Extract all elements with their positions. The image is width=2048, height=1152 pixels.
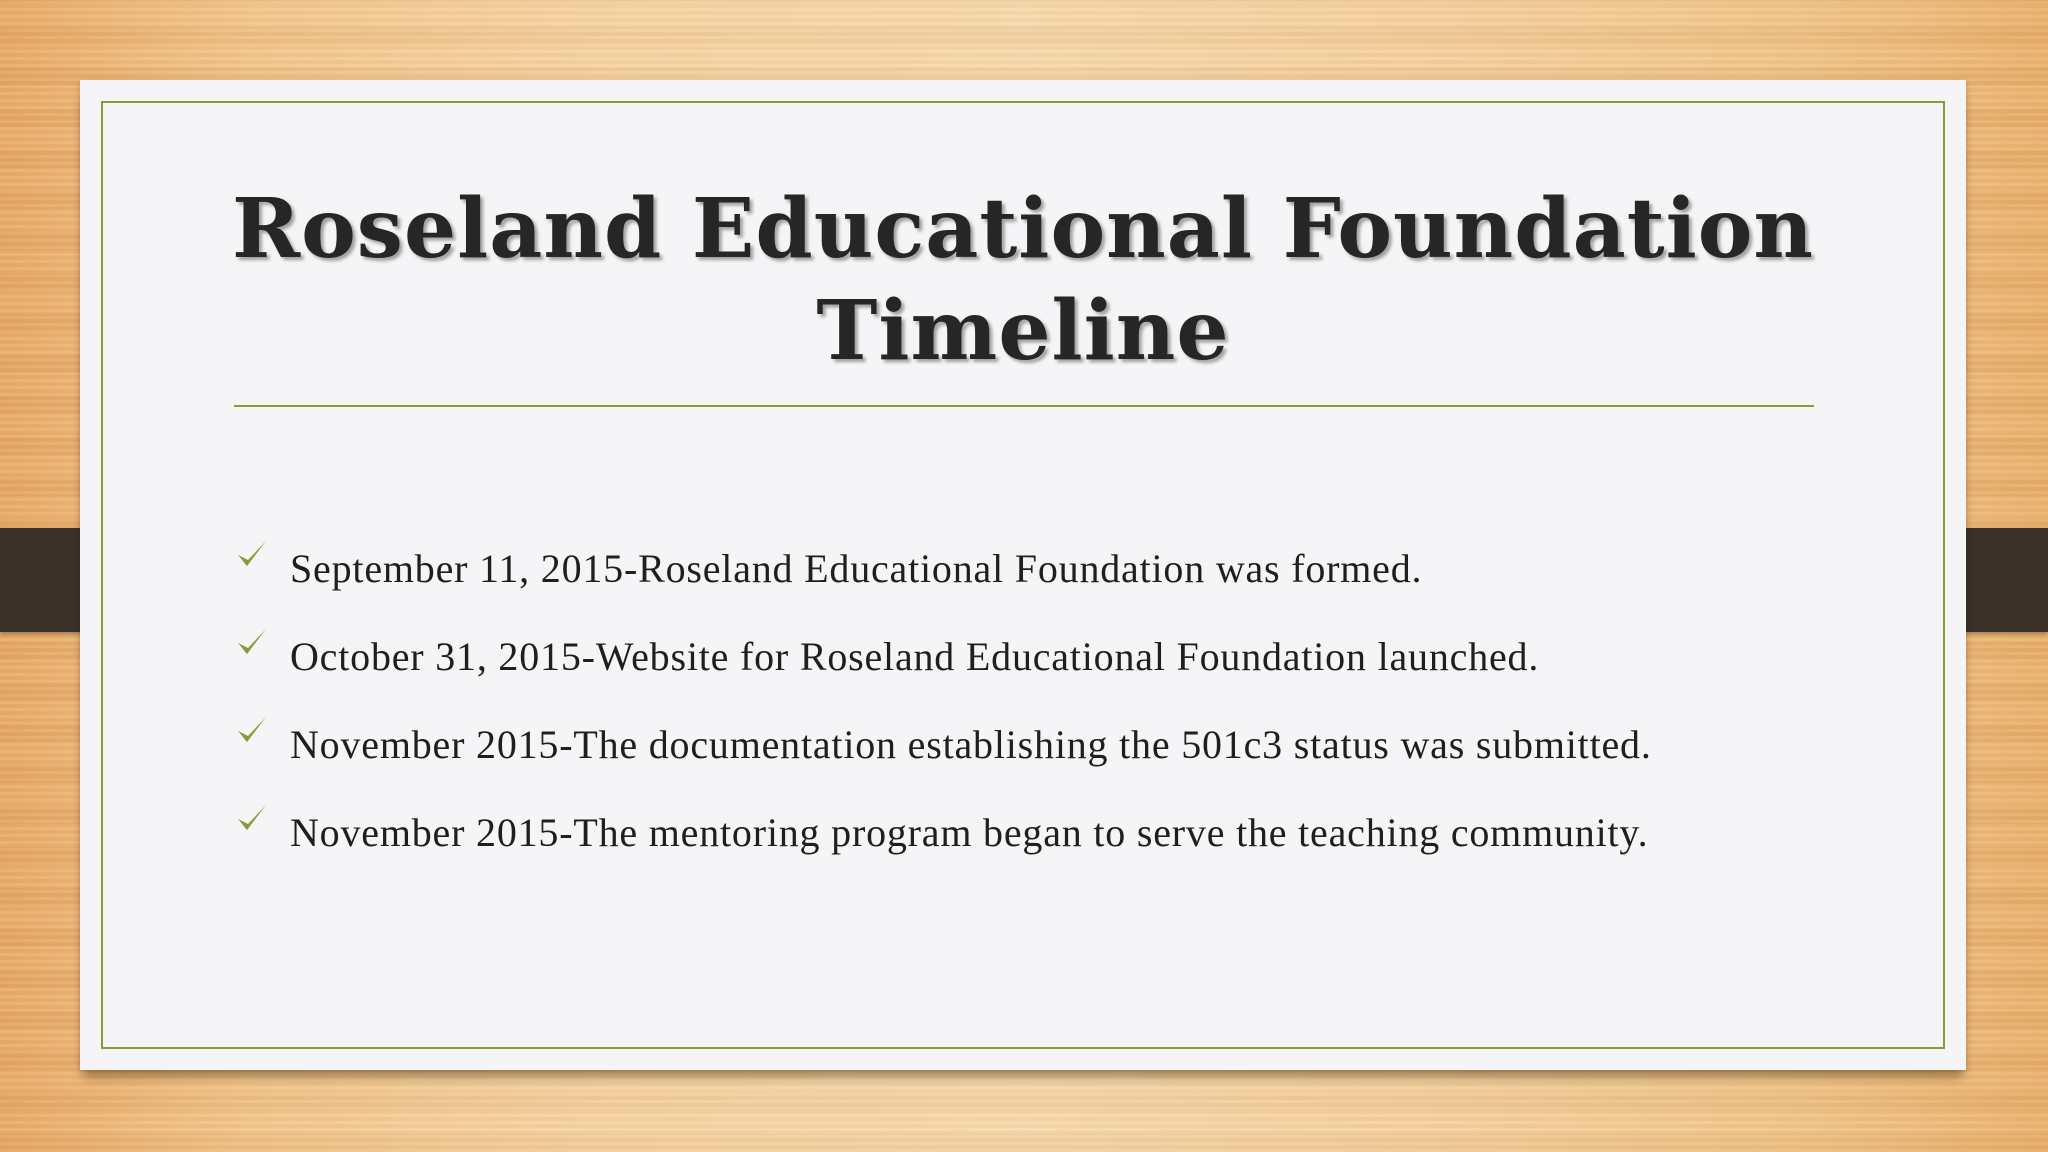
timeline-item-text: November 2015-The mentoring program began to serve the teaching community. [290, 810, 1649, 855]
timeline-item [234, 525, 1854, 613]
timeline-item [234, 789, 1854, 877]
checkmark-icon [234, 789, 274, 877]
title-divider [234, 405, 1814, 407]
timeline-bullet-list [234, 525, 1854, 877]
slide-title-line-2: Timeline [816, 283, 1230, 379]
timeline-item-text: October 31, 2015-Website for Roseland Educational Foundation launched. [290, 634, 1540, 679]
checkmark-icon [234, 613, 274, 701]
checkmark-icon [234, 701, 274, 789]
timeline-item [234, 613, 1854, 701]
timeline-item [234, 701, 1854, 789]
timeline-item-text: November 2015-The documentation establishing the 501c3 status was submitted. [290, 722, 1652, 767]
timeline-item-text: September 11, 2015-Roseland Educational Foundation was formed. [290, 546, 1423, 591]
slide-card [80, 80, 1966, 1070]
slide-title [80, 178, 1966, 382]
slide-title-line-1: Roseland Educational Foundation [231, 181, 1815, 277]
checkmark-icon [234, 525, 274, 613]
